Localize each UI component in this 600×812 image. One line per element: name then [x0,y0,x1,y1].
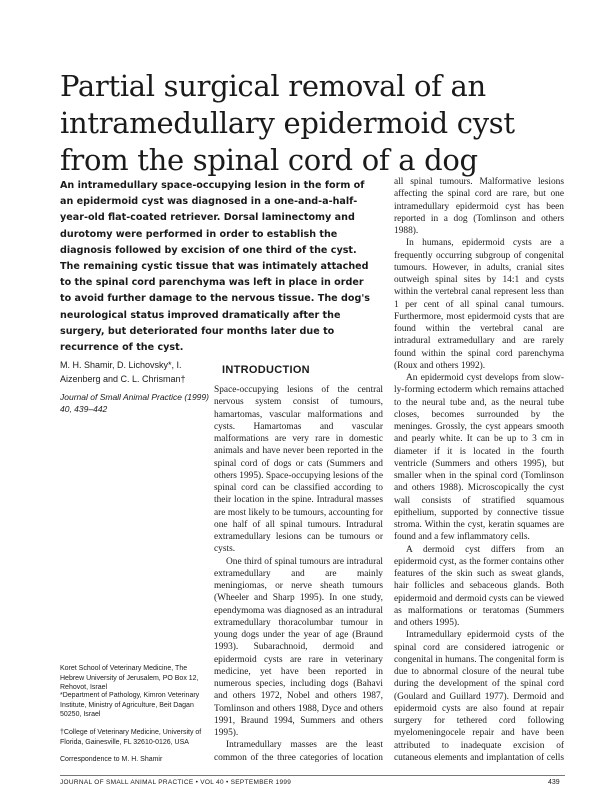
title-line: intramedullary epidermoid cyst [60,106,515,140]
abstract: An intramedullary space-occupying lesion in the form of an epidermoid cyst was diagnosed in a one-and-a-half-year-old flat-coated retriever. Dorsal laminectomy and durotomy were performed in order to establish the diagnosis followed by excision of one third of the cyst. The remaining cystic tissue that was intimately attached to the spinal cord parenchyma was left in place in order to avoid further damage to the nervous tissue. The dog's neurological status improved dramatically after the surgery, but deteriorated four months later due to recurrence of the cyst. [60,180,370,354]
correspondence: Correspondence to M. H. Shamir [60,756,163,763]
body-column-right [394,176,564,764]
footer-rule [60,775,565,776]
affiliation: Koret School of Veterinary Medicine, The Hebrew University of Jerusalem, PO Box 12, Rehovot, Israel [60,665,199,691]
running-footer: JOURNAL OF SMALL ANIMAL PRACTICE • VOL 40 • SEPTEMBER 1999 [60,779,292,786]
section-heading-introduction: INTRODUCTION [222,364,310,376]
paragraph: Intramedullary masses are the least common of the three categories of location [214,740,383,762]
paragraph: A dermoid cyst differs from an epidermoid cyst, as the former contains other features of the skin such as sweat glands, hair follicles and sebaceous glands. Both epidermoid and dermoid cysts can be viewed as malformations or teratomas (Summers and others 1995). [394,544,564,628]
paragraph: One third of spinal tumours are intradural extramedullary and are mainly meningiomas, or nerve sheath tumours (Wheeler and Sharp 1995). In one study, ependymoma was diagnosed as an intradural extramedullary thoracolumbar tumour in young dogs under the year of age (Braund 1993). Subarachnoid, dermoid and epidermoid cysts are rare in veterinary medicine, yet have been reported in numerous species, including dogs (Bahavi and others 1972, Nobel and others 1987, Tomlinson and others 1988, Dyce and others 1991, Braund 1994, Summers and others 1995). [214,556,383,738]
paragraph: Intramedullary epidermoid cysts of the spinal cord are considered iatrogenic or congenital in humans. The congenital form is due to abnormal closure of the neural tube during the development of the spinal cord (Goulard and Guillard 1977). Dermoid and epidermoid cysts are also found at repair surgery for tethered cord following myelomeningocele repair and have been attributed to inadequate excision of cutaneous elements and implantation of cells [394,630,564,763]
paragraph: In humans, epidermoid cysts are a frequently occurring subgroup of congenital tumours. However, in adults, cranial sites outweigh spinal sites by 14:1 and cysts within the vertebral canal represent less than 1 per cent of all spinal canal tumours. Furthermore, most epidermoid cysts that are found within the vertebral canal are intradural extramedullary and are rarely found within the spinal cord parenchyma (Roux and others 1992). [394,238,564,371]
affiliation: †College of Veterinary Medicine, University of Florida, Gainesville, FL 32610-0126, USA [60,729,202,746]
affiliation: *Department of Pathology, Kimron Veterinary Institute, Ministry of Agriculture, Beit Dagan 50250, Israel [60,692,200,718]
article-title [60,68,580,179]
title-line: Partial surgical removal of an [60,69,486,103]
journal-citation: Journal of Small Animal Practice (1999) 40, 439–442 [60,392,209,414]
paragraph: all spinal tumours. Malformative lesions affecting the spinal cord are rare, but one intramedullary epidermoid cyst has been reported in a dog (Tomlinson and others 1988). [394,177,564,236]
paragraph: Space-occupying lesions of the central nervous system consist of tumours, hamartomas, vascular malformations and cysts. Hamartomas and vascular malformations are very rare in domestic animals and have never been reported in the spinal cord of dogs or cats (Summers and others 1995). Space-occupying lesions of the spinal cord can be classified according to their location in the spine. Intradural masses are most likely to be tumours, accounting for one half of all spinal tumours. Intradural extramedullary lesions can be tumours or cysts. [214,385,383,555]
body-column-middle [214,384,383,762]
author-list: M. H. Shamir, D. Lichovsky*, I. Aizenberg and C. L. Chrisman† [60,360,186,384]
paragraph: An epidermoid cyst develops from slow-ly-forming ectoderm which remains attached to the neural tube and, as the neural tube closes, becomes surrounded by the meninges. Grossly, the cyst appears smooth and pearly white. It can be up to 3 cm in diameter if it is located in the fourth ventricle (Summers and others 1995), but smaller when in the spinal cord (Tomlinson and others 1988). Microscopically the cyst wall consists of stratified squamous epithelium, supported by connective tissue stroma. Within the cyst, keratin squames are found and a few inflammatory cells. [394,373,564,543]
title-line: from the spinal cord of a dog [60,143,478,177]
page-number: 439 [548,779,560,786]
